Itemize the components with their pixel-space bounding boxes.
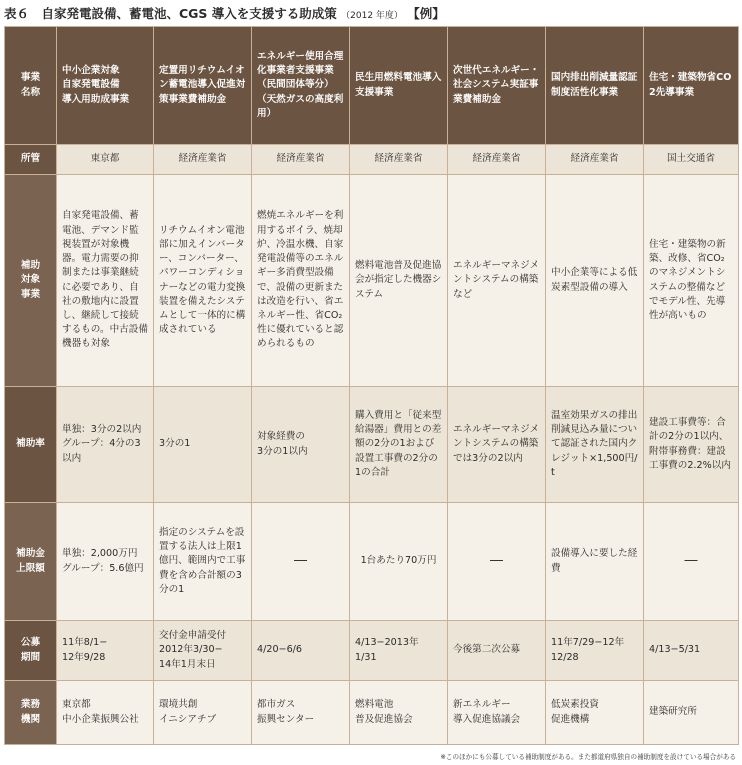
table-cell: エネルギーマネジメントシステムの構築では3分の2以内 xyxy=(448,387,546,503)
column-header: 国内排出削減量認証制度活性化事業 xyxy=(546,27,644,145)
row-header-jurisdiction: 所管 xyxy=(5,145,57,175)
table-cell: 経済産業省 xyxy=(154,145,252,175)
table-row xyxy=(5,681,739,745)
subsidy-table xyxy=(4,26,739,745)
column-header: 中小企業対象 自家発電設備 導入用助成事業 xyxy=(57,27,154,145)
table-cell: 自家発電設備、蓄電池、デマンド監視装置が対象機器。電力需要の抑制または事業継続に必要であり、自社の敷地内に設置し、継続して接続するもの。中古設備機器も対象 xyxy=(57,175,154,387)
table-cell: 燃料電池普及促進協会が指定した機器システム xyxy=(350,175,448,387)
row-header-rate: 補助率 xyxy=(5,387,57,503)
table-cell: 新エネルギー 導入促進協議会 xyxy=(448,681,546,745)
column-header: 次世代エネルギー・社会システム実証事業費補助金 xyxy=(448,27,546,145)
table-row xyxy=(5,175,739,387)
table-cell: リチウムイオン電池部に加えインバーター、コンバーター、パワーコンディショナーなどの電力変換装置を備えたシステムとして一体的に構成されている xyxy=(154,175,252,387)
table-cell: ― xyxy=(448,503,546,621)
table-cell: 燃焼エネルギーを利用するボイラ、焼却炉、冷温水機、自家発電設備等のエネルギー多消費型設備で、設備の更新または改造を行い、省エネルギー性、省CO₂性に優れていると認められるもの xyxy=(252,175,350,387)
table-title xyxy=(4,4,445,24)
table-cell: 11年7/29−12年 12/28 xyxy=(546,621,644,681)
title-tag: 【例】 xyxy=(407,6,445,21)
row-header-period: 公募 期間 xyxy=(5,621,57,681)
column-header: 住宅・建築物省CO2先導事業 xyxy=(644,27,739,145)
table-cell: 経済産業省 xyxy=(252,145,350,175)
table-cell: 東京都 中小企業振興公社 xyxy=(57,681,154,745)
table-cell: 設備導入に要した経費 xyxy=(546,503,644,621)
table-cell: 指定のシステムを設置する法人は上限1億円、範囲内で工事費を含め合計額の3分の1 xyxy=(154,503,252,621)
table-cell: 今後第二次公募 xyxy=(448,621,546,681)
title-main: 表６ 自家発電設備、蓄電池、CGS 導入を支援する助成策 xyxy=(4,6,337,21)
column-header: エネルギー使用合理化事業者支援事業（民間団体等分）（天然ガスの高度利用） xyxy=(252,27,350,145)
table-cell: エネルギーマネジメントシステムの構築など xyxy=(448,175,546,387)
table-cell: 対象経費の 3分の1以内 xyxy=(252,387,350,503)
table-cell: 4/20−6/6 xyxy=(252,621,350,681)
table-cell: ― xyxy=(644,503,739,621)
row-header-cap: 補助金 上限額 xyxy=(5,503,57,621)
table-cell: 11年8/1− 12年9/28 xyxy=(57,621,154,681)
table-cell: 低炭素投資 促進機構 xyxy=(546,681,644,745)
table-cell: 単独：2,000万円 グループ：5.6億円 xyxy=(57,503,154,621)
table-cell: 建設工事費等：合計の2分の1以内、附帯事務費：建設工事費の2.2%以内 xyxy=(644,387,739,503)
table-cell: 環境共創 イニシアチブ xyxy=(154,681,252,745)
column-header: 定置用リチウムイオン蓄電池導入促進対策事業費補助金 xyxy=(154,27,252,145)
table-cell: 燃料電池 普及促進協会 xyxy=(350,681,448,745)
table-row xyxy=(5,503,739,621)
table-row xyxy=(5,387,739,503)
table-cell: 東京都 xyxy=(57,145,154,175)
table-cell: 交付金申請受付 2012年3/30− 14年1月末日 xyxy=(154,621,252,681)
row-header-target: 補助 対象 事業 xyxy=(5,175,57,387)
table-cell: 1台あたり70万円 xyxy=(350,503,448,621)
table-cell: ― xyxy=(252,503,350,621)
table-row xyxy=(5,621,739,681)
table-cell: 都市ガス 振興センター xyxy=(252,681,350,745)
table-cell: 経済産業省 xyxy=(350,145,448,175)
table-cell: 中小企業等による低炭素型設備の導入 xyxy=(546,175,644,387)
table-cell: 経済産業省 xyxy=(546,145,644,175)
row-header-agency: 業務 機関 xyxy=(5,681,57,745)
row-header-project-name: 事業 名称 xyxy=(5,27,57,145)
title-year: （2012 年度） xyxy=(341,11,403,21)
footnote: ※このほかにも公募している補助制度がある。また都道府県独自の補助制度を設けている場合がある xyxy=(440,753,736,761)
table-cell: 4/13−5/31 xyxy=(644,621,739,681)
table-cell: 国土交通省 xyxy=(644,145,739,175)
table-cell: 建築研究所 xyxy=(644,681,739,745)
column-header: 民生用燃料電池導入支援事業 xyxy=(350,27,448,145)
header-row xyxy=(5,27,739,145)
table-cell: 住宅・建築物の新築、改修、省CO₂のマネジメントシステムの整備などでモデル性、先導性が高いもの xyxy=(644,175,739,387)
table-cell: 温室効果ガスの排出削減見込み量について認証された国内クレジット×1,500円/t xyxy=(546,387,644,503)
table-row xyxy=(5,145,739,175)
table-cell: 購入費用と「従来型給湯器」費用との差額の2分の1および設置工事費の2分の1の合計 xyxy=(350,387,448,503)
table-cell: 4/13−2013年 1/31 xyxy=(350,621,448,681)
table-cell: 単独：3分の2以内 グループ：4分の3以内 xyxy=(57,387,154,503)
table-cell: 3分の1 xyxy=(154,387,252,503)
table-cell: 経済産業省 xyxy=(448,145,546,175)
